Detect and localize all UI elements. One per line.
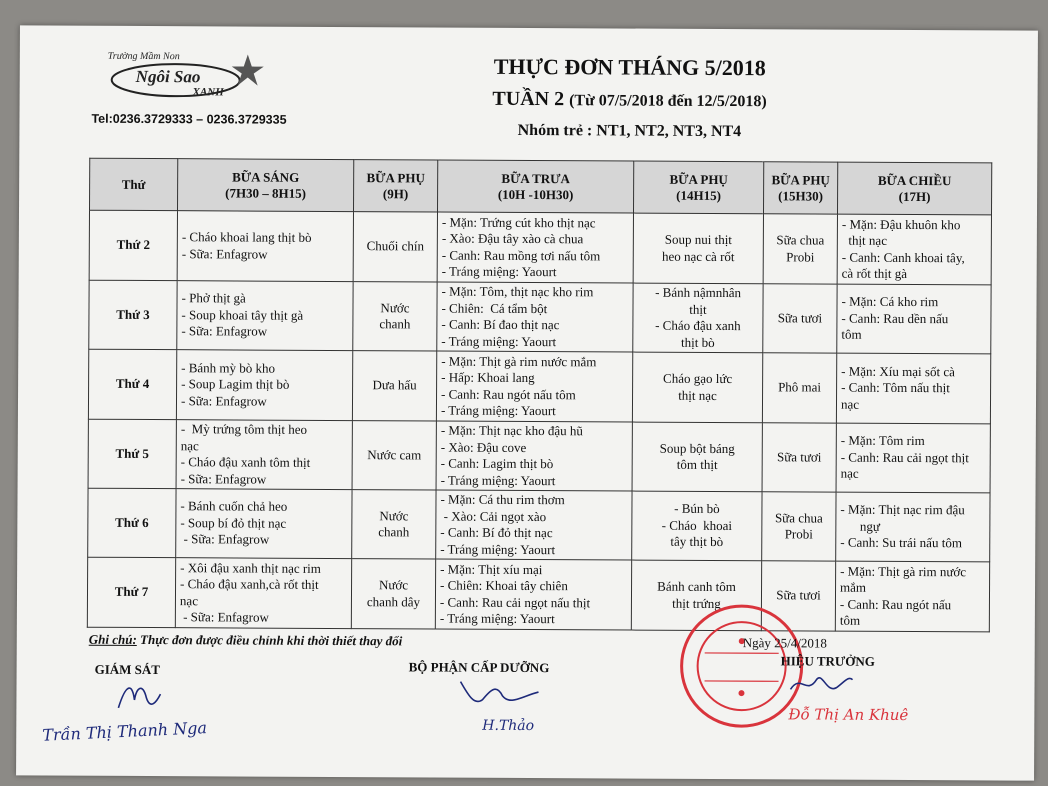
menu-line: heo nạc cà rốt <box>661 248 735 264</box>
menu-line: - Mặn: Tôm, thịt nạc kho rim <box>441 283 594 300</box>
menu-line: - Cháo khoai <box>661 517 733 533</box>
snack2-cell <box>633 213 763 284</box>
menu-line: thịt nạc <box>841 232 888 248</box>
menu-line: - Bánh mỳ bò kho <box>181 359 276 376</box>
supervisor-title: GIÁM SÁT <box>94 661 161 678</box>
menu-line: - Hấp: Khoai lang <box>441 369 535 386</box>
menu-line: Probi <box>784 526 813 542</box>
column-header-title: Thứ <box>121 176 146 192</box>
menu-line: tây thịt bò <box>670 534 724 550</box>
menu-line: Cháo gạo lức <box>663 370 733 387</box>
breakfast-cell <box>177 211 353 282</box>
school-logo <box>98 46 268 107</box>
menu-row <box>89 210 991 285</box>
lunch-cell <box>436 421 632 491</box>
column-header-time: (17H) <box>898 188 931 204</box>
menu-line: - Canh: Canh khoai tây, <box>841 249 965 265</box>
snack1-cell <box>352 421 436 490</box>
snack1-cell <box>353 282 437 351</box>
day-cell: Thứ 2 <box>89 210 177 280</box>
menu-line: cà rốt thịt gà <box>841 265 908 281</box>
logo-text-main: Ngôi Sao <box>135 66 201 87</box>
column-header-title: BỮA PHỤ <box>771 171 830 188</box>
menu-line: - Canh: Rau cải ngọt thịt <box>840 449 969 466</box>
column-header <box>633 161 763 214</box>
dinner-cell <box>837 214 991 285</box>
menu-line: - Mặn: Thịt gà rim nước mắm <box>441 353 597 369</box>
snack1-cell <box>352 490 436 559</box>
menu-row <box>89 280 991 354</box>
dinner-cell <box>837 284 991 354</box>
menu-sheet <box>16 25 1038 780</box>
column-header-time: (14H15) <box>676 187 722 203</box>
snack1-cell <box>351 559 435 629</box>
menu-line: Dưa hấu <box>372 377 417 393</box>
menu-line: - Sữa: Enfagrow <box>180 392 267 409</box>
menu-line: Chuối chín <box>366 238 425 254</box>
day-cell: Thứ 6 <box>88 488 176 557</box>
snack2-cell <box>632 352 762 423</box>
menu-title: THỰC ĐƠN THÁNG 5/2018 <box>493 53 766 81</box>
group-list: Nhóm trẻ : NT1, NT2, NT3, NT4 <box>517 121 742 141</box>
menu-line: - Bánh nậmnhân <box>655 284 742 301</box>
menu-line: Sữa tươi <box>777 310 823 326</box>
menu-line: - Chiên: Cá tẩm bột <box>441 300 548 316</box>
kitchen-name: H.Thảo <box>482 717 535 735</box>
menu-table <box>87 158 992 633</box>
column-header-title: BỮA TRƯA <box>501 170 570 186</box>
menu-line: - Mặn: Cá thu rim thơm <box>440 491 565 508</box>
menu-line: - Cháo đậu xanh tôm thịt <box>180 454 311 470</box>
menu-line: - Mặn: Thịt nạc rim đậu <box>840 501 965 518</box>
day-cell: Thứ 4 <box>88 349 176 419</box>
menu-line: nạc <box>179 592 199 608</box>
menu-line: - Soup bí đỏ thịt nạc <box>180 514 287 531</box>
column-header-time: (9H) <box>382 185 409 201</box>
menu-line: thịt trứng <box>672 595 721 611</box>
supervisor-signature <box>112 680 162 714</box>
snack3-cell <box>763 284 837 353</box>
menu-line: Soup nui thịt <box>664 231 732 248</box>
menu-row <box>87 557 989 632</box>
menu-line: - Tráng miệng: Yaourt <box>439 610 555 627</box>
menu-line: Sữa tươi <box>776 449 822 465</box>
menu-line: - Mặn: Cá kho rim <box>841 293 939 310</box>
column-header-title: BỮA PHỤ <box>366 169 425 185</box>
menu-line: Bánh canh tôm <box>657 578 736 595</box>
menu-line: Sữa chua <box>774 509 823 526</box>
menu-line: Nước <box>379 507 409 523</box>
principal-name: Đỗ Thị An Khuê <box>788 705 909 725</box>
kitchen-signature <box>452 676 542 712</box>
menu-line: - Soup khoai tây thịt gà <box>181 306 304 323</box>
column-header <box>763 162 837 214</box>
snack2-cell <box>632 491 762 561</box>
note-label: Ghi chú: <box>88 631 137 647</box>
note-text: Thực đơn được điều chỉnh khi thời thiết thay đổi <box>136 631 403 649</box>
snack2-cell <box>633 283 763 353</box>
column-header-time: (7H30 – 8H15) <box>225 184 307 201</box>
dinner-cell <box>836 423 990 493</box>
column-header <box>837 162 991 215</box>
menu-line: - Tráng miệng: Yaourt <box>440 402 556 419</box>
menu-line: - Sữa: Enfagrow <box>180 531 270 547</box>
menu-line: - Canh: Rau cải ngọt nấu thịt <box>439 594 591 610</box>
menu-line: - Canh: Rau dền nấu <box>841 310 949 326</box>
menu-line: - Sữa: Enfagrow <box>180 470 267 487</box>
menu-line: Probi <box>786 248 815 265</box>
menu-line: - Canh: Bí đao thịt nạc <box>441 316 560 333</box>
menu-line: - Mặn: Tôm rim <box>840 432 925 449</box>
lunch-cell <box>436 351 632 422</box>
menu-line: - Cháo đậu xanh,cà rốt thịt <box>180 576 319 592</box>
menu-line: - Mặn: Thịt nạc kho đậu hũ <box>440 422 583 439</box>
menu-line: nạc <box>840 396 860 412</box>
column-header <box>178 159 354 212</box>
menu-line: - Canh: Rau ngót nấu tôm <box>441 386 576 402</box>
sign-date: Ngày 25/4/2018 <box>742 635 827 651</box>
menu-row <box>88 349 990 424</box>
menu-line: - Tráng miệng: Yaourt <box>440 472 556 488</box>
menu-line: - Canh: Lagim thịt bò <box>440 455 554 472</box>
menu-line: ngự <box>840 518 880 534</box>
snack1-cell <box>352 351 436 421</box>
menu-line: - Tráng miệng: Yaourt <box>440 541 556 557</box>
snack3-cell <box>762 423 836 492</box>
menu-line: - Canh: Rau ngót nấu <box>839 596 952 612</box>
week-heading <box>440 88 820 113</box>
menu-line: Nước <box>378 577 409 593</box>
menu-line: - Xôi đậu xanh thịt nạc rim <box>180 559 321 576</box>
menu-line: thịt <box>689 301 707 317</box>
lunch-cell <box>437 282 633 352</box>
menu-line: chanh <box>379 316 411 332</box>
snack2-cell <box>632 422 762 492</box>
menu-line: Nước cam <box>367 446 422 463</box>
menu-line: - Cháo khoai lang thịt bò <box>181 229 312 245</box>
menu-line: - Mỳ trứng tôm thịt heo <box>180 421 308 437</box>
menu-line: chanh <box>378 524 410 540</box>
menu-line: Sữa tươi <box>776 587 821 603</box>
principal-title: HIỆU TRƯỞNG <box>780 653 875 669</box>
menu-line: - Mặn: Đậu khuôn kho <box>841 216 961 232</box>
menu-line: nạc <box>840 465 859 481</box>
breakfast-cell <box>176 420 352 490</box>
snack1-cell <box>353 212 437 282</box>
breakfast-cell <box>175 558 351 629</box>
logo-text-sub: XANH <box>192 86 224 99</box>
week-range: (Từ 07/5/2018 đến 12/5/2018) <box>569 92 767 111</box>
menu-line: - Canh: Tôm nấu thịt <box>841 379 950 396</box>
menu-line: - Mặn: Trứng cút kho thịt nạc <box>441 214 596 230</box>
menu-line: - Tráng miệng: Yaourt <box>441 263 557 280</box>
menu-line: - Sữa: Enfagrow <box>179 609 269 625</box>
menu-line: - Mặn: Xíu mại sốt cà <box>841 363 955 379</box>
menu-line: tôm thịt <box>676 456 718 472</box>
snack3-cell <box>762 492 836 561</box>
dinner-cell <box>836 492 990 562</box>
breakfast-cell <box>177 281 353 351</box>
column-header-time: (10H -10H30) <box>497 186 574 202</box>
menu-line: - Bún bò <box>674 501 720 517</box>
day-cell: Thứ 5 <box>88 419 176 488</box>
snack3-cell <box>763 214 837 284</box>
menu-line: - Sữa: Enfagrow <box>181 245 268 262</box>
kitchen-title: BỘ PHẬN CẤP DƯỠNG <box>408 659 550 676</box>
menu-line: - Soup Lagim thịt bò <box>181 376 290 393</box>
menu-row <box>88 488 990 562</box>
column-header-title: BỮA CHIỀU <box>877 172 952 188</box>
menu-line: tôm <box>841 326 862 343</box>
menu-line: - Xào: Đậu cove <box>440 439 527 455</box>
lunch-cell <box>436 490 632 560</box>
menu-line: mắm <box>840 579 867 595</box>
lunch-cell <box>435 559 631 630</box>
note <box>89 632 403 650</box>
menu-line: - Cháo đậu xanh <box>655 317 741 334</box>
column-header <box>90 158 178 210</box>
menu-line: - Mặn: Thịt gà rim nước <box>840 563 967 579</box>
week-label: TUẦN 2 <box>492 87 565 111</box>
menu-line: Soup bột báng <box>659 440 735 456</box>
menu-row <box>88 419 990 493</box>
menu-line: nạc <box>180 437 199 453</box>
phone-numbers: Tel:0236.3729333 – 0236.3729335 <box>91 111 287 127</box>
menu-line: thịt nạc <box>678 387 717 403</box>
column-header-title: BỮA SÁNG <box>232 168 300 185</box>
menu-line: - Canh: Su trái nấu tôm <box>840 534 962 551</box>
snack3-cell <box>762 353 836 423</box>
column-header-time: (15H30) <box>778 187 824 204</box>
menu-line: - Bánh cuốn chả heo <box>180 498 288 514</box>
menu-line: Sữa chua <box>776 232 825 248</box>
breakfast-cell <box>176 489 352 559</box>
menu-line: - Sữa: Enfagrow <box>181 323 268 339</box>
menu-line: - Canh: Rau mồng tơi nấu tôm <box>441 247 601 263</box>
dinner-cell <box>836 353 990 424</box>
menu-line: Phô mai <box>778 379 822 395</box>
menu-line: - Xào: Đậu tây xào cà chua <box>441 230 584 247</box>
menu-line: - Chiên: Khoai tây chiên <box>440 577 568 594</box>
logo-text-top: Trường Mầm Non <box>107 50 180 63</box>
menu-line: - Tráng miệng: Yaourt <box>441 333 557 349</box>
supervisor-name: Trần Thị Thanh Nga <box>41 718 208 745</box>
menu-line: - Xào: Cải ngọt xào <box>440 508 547 524</box>
menu-line: Nước <box>380 299 410 315</box>
menu-line: thịt bò <box>680 334 715 350</box>
menu-line: - Phở thịt gà <box>181 290 246 306</box>
header-row <box>90 158 992 215</box>
menu-line: chanh dây <box>366 593 421 609</box>
menu-line: - Mặn: Thịt xíu mại <box>440 561 543 577</box>
column-header <box>437 160 633 213</box>
breakfast-cell <box>176 350 352 421</box>
dinner-cell <box>835 561 989 632</box>
principal-signature <box>786 669 856 699</box>
day-cell: Thứ 3 <box>89 280 177 349</box>
lunch-cell <box>437 212 633 283</box>
menu-body <box>87 210 991 632</box>
day-cell: Thứ 7 <box>87 557 175 627</box>
menu-line: - Canh: Bí đỏ thịt nạc <box>440 524 553 541</box>
column-header-title: BỮA PHỤ <box>669 171 728 187</box>
column-header <box>353 160 437 212</box>
menu-line: tôm <box>839 612 861 628</box>
